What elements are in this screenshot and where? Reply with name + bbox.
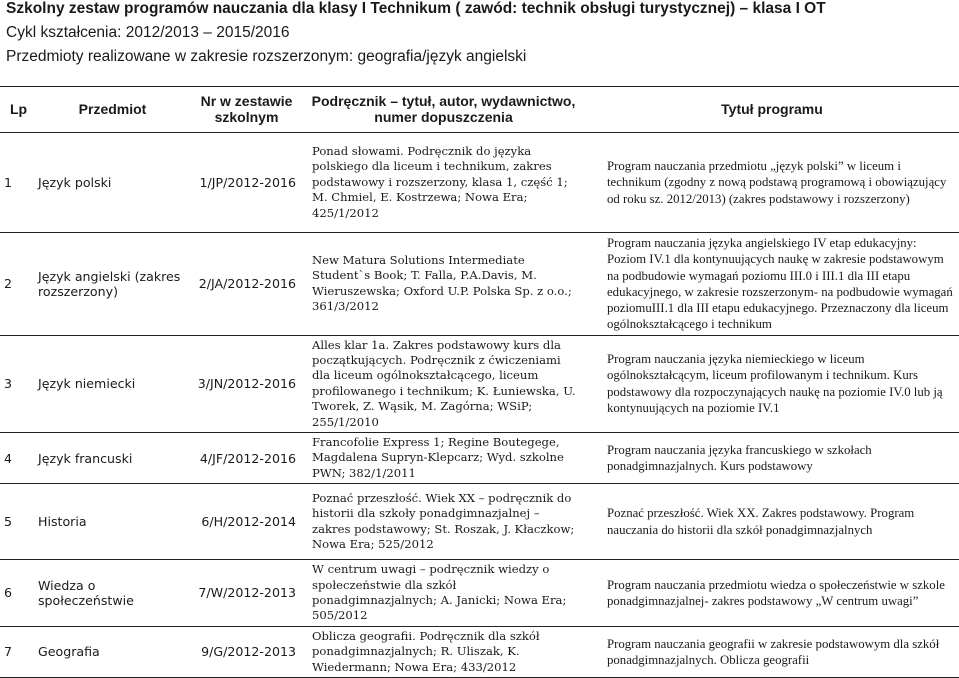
col-header-program: Tytuł programu	[585, 87, 959, 133]
table-row	[0, 484, 959, 560]
row-nr: 2/JA/2012-2016	[191, 233, 302, 336]
row-book: Oblicza geografii. Podręcznik dla szkół ponadgimnazjalnych; R. Uliszak, K. Wiedermann; Nowa Era; 433/2012	[302, 626, 585, 677]
row-lp: 2	[0, 233, 34, 336]
table-row	[0, 335, 959, 432]
row-book: Poznać przeszłość. Wiek XX – podręcznik do historii dla szkoły ponadgimnazjalnej – zakres podstawowy; St. Roszak, J. Kłaczkow; Nowa Era; 525/2012	[302, 484, 585, 560]
row-program: Program nauczania przedmiotu wiedza o społeczeństwie w szkole ponadgimnazjalnej- zakres podstawowy „W centrum uwagi”	[585, 560, 959, 627]
row-program: Program nauczania przedmiotu „język polski” w liceum i technikum (zgodny z nową podstawą programową i obowiązujący od roku sz. 2012/2013) (zakres podstawowy i rozszerzony)	[585, 133, 959, 233]
col-header-book: Podręcznik – tytuł, autor, wydawnictwo, numer dopuszczenia	[302, 87, 585, 133]
row-lp: 3	[0, 335, 34, 432]
row-program: Program nauczania geografii w zakresie podstawowym dla szkół ponadgimnazjalnych. Oblicza geografii	[585, 626, 959, 677]
row-lp: 4	[0, 432, 34, 483]
table-row	[0, 233, 959, 336]
row-book: New Matura Solutions Intermediate Student`s Book; T. Falla, P.A.Davis, M. Wieruszewska; Oxford U.P. Polska Sp. z o.o.; 361/3/2012	[302, 233, 585, 336]
row-lp: 7	[0, 626, 34, 677]
row-book: Alles klar 1a. Zakres podstawowy kurs dla początkujących. Podręcznik z ćwiczeniami dla liceum ogólnokształcącego, liceum profilowanego i technikum; K. Łuniewska, U. Tworek, Z. Wąsik, M. Zagórna; WSiP; 255/1/2010	[302, 335, 585, 432]
row-nr: 1/JP/2012-2016	[191, 133, 302, 233]
row-nr: 6/H/2012-2014	[191, 484, 302, 560]
row-lp: 5	[0, 484, 34, 560]
row-lp: 1	[0, 133, 34, 233]
row-nr: 9/G/2012-2013	[191, 626, 302, 677]
table-row	[0, 626, 959, 677]
row-subject: Język polski	[34, 133, 191, 233]
row-program: Program nauczania języka niemieckiego w liceum ogólnokształcącym, liceum profilowanym i technikum. Kurs podstawowy dla rozpoczynających naukę na poziomie IV.0 lub ją kontynuujących na poziomie IV.1	[585, 335, 959, 432]
document-title: Szkolny zestaw programów nauczania dla klasy I Technikum ( zawód: technik obsługi turystycznej) – klasa I OT	[6, 0, 826, 17]
curriculum-table	[0, 86, 959, 678]
table-row	[0, 560, 959, 627]
row-program: Poznać przeszłość. Wiek XX. Zakres podstawowy. Program nauczania do historii dla szkół ponadgimnazjalnych	[585, 484, 959, 560]
col-header-subject: Przedmiot	[34, 87, 191, 133]
row-program: Program nauczania języka angielskiego IV etap edukacyjny: Poziom IV.1 dla kontynuujących naukę w zakresie podstawowym na podbudowie wymagań poziomu III.0 i III.1 dla III etapu edukacyjnego, w zakresie rozszerzonym- na podbudowie wymagań poziomuIII.1 dla III etapu edukacyjnego. Przeznaczony dla liceum ogólnokształcącego i technikum	[585, 233, 959, 336]
row-nr: 3/JN/2012-2016	[191, 335, 302, 432]
row-nr: 7/W/2012-2013	[191, 560, 302, 627]
col-header-lp: Lp	[0, 87, 34, 133]
row-book: Ponad słowami. Podręcznik do języka polskiego dla liceum i technikum, zakres podstawowy i rozszerzony, klasa 1, część 1; M. Chmiel, E. Kostrzewa; Nowa Era; 425/1/2012	[302, 133, 585, 233]
row-subject: Język angielski (zakres rozszerzony)	[34, 233, 191, 336]
row-program: Program nauczania języka francuskiego w szkołach ponadgimnazjalnych. Kurs podstawowy	[585, 432, 959, 483]
col-header-nr: Nr w zestawie szkolnym	[191, 87, 302, 133]
extended-subjects-line: Przedmioty realizowane w zakresie rozszerzonym: geografia/język angielski	[6, 48, 527, 65]
row-subject: Język niemiecki	[34, 335, 191, 432]
row-subject: Geografia	[34, 626, 191, 677]
cycle-line: Cykl kształcenia: 2012/2013 – 2015/2016	[6, 24, 290, 41]
row-nr: 4/JF/2012-2016	[191, 432, 302, 483]
table-row	[0, 133, 959, 233]
table-header-row	[0, 87, 959, 133]
row-subject: Historia	[34, 484, 191, 560]
row-lp: 6	[0, 560, 34, 627]
row-subject: Język francuski	[34, 432, 191, 483]
table-row	[0, 432, 959, 483]
row-book: Francofolie Express 1; Regine Boutegege, Magdalena Supryn-Klepcarz; Wyd. szkolne PWN; 382/1/2011	[302, 432, 585, 483]
row-subject: Wiedza o społeczeństwie	[34, 560, 191, 627]
row-book: W centrum uwagi – podręcznik wiedzy o społeczeństwie dla szkół ponadgimnazjalnych; A. Janicki; Nowa Era; 505/2012	[302, 560, 585, 627]
